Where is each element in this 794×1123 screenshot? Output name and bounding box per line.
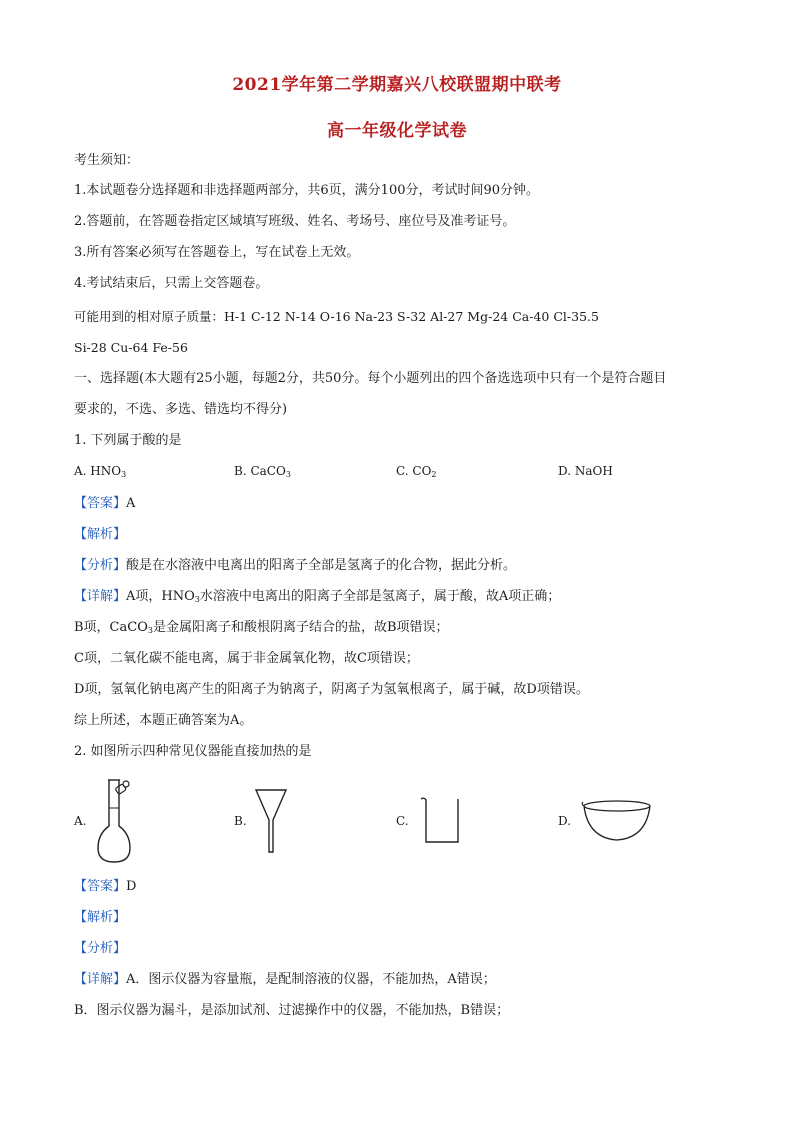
section-heading-line-2: 要求的，不选、多选、错选均不得分) (74, 402, 288, 417)
q2-fenxi-tag: 【分析】 (74, 941, 127, 956)
notice-item-3: 3.所有答案必须写在答题卷上，写在试卷上无效。 (74, 245, 360, 260)
q1-detail-c: C项，二氧化碳不能电离，属于非金属氧化物，故C项错误； (74, 651, 419, 666)
q1-option-c: C. $CO_2$ (396, 464, 437, 479)
funnel-icon (254, 786, 288, 854)
q2-label-b: B. (234, 814, 247, 828)
notice-item-1: 1.本试题卷分选择题和非选择题两部分，共6页，满分100分，考试时间90分钟。 (74, 183, 540, 198)
q1-option-d: D. NaOH (558, 464, 613, 478)
answer-tag: 【答案】 (74, 496, 127, 511)
atomic-masses-line-1: 可能用到的相对原子质量：H-1 C-12 N-14 O-16 Na-23 S-32 Al-27 Mg-24 Ca-40 Cl-35.5 (74, 309, 599, 324)
q2-label-d: D. (558, 814, 572, 828)
notice-item-4: 4.考试结束后，只需上交答题卷。 (74, 276, 269, 291)
exam-subtitle: 高一年级化学试卷 (327, 121, 467, 141)
question-1-stem: 1. 下列属于酸的是 (74, 433, 182, 448)
q1-fenxi: 【分析】酸是在水溶液中电离出的阳离子全部是氢离子的化合物，据此分析。 (74, 558, 517, 573)
atomic-masses-line-2: Si-28 Cu-64 Fe-56 (74, 340, 188, 355)
q1-detail-d: D项，氢氧化钠电离产生的阳离子为钠离子，阴离子为氢氧根离子，属于碱，故D项错误。 (74, 682, 589, 697)
q2-detail-b: B．图示仪器为漏斗，是添加试剂、过滤操作中的仪器，不能加热，B错误； (74, 1003, 510, 1018)
notice-item-2: 2.答题前，在答题卷指定区域填写班级、姓名、考场号、座位号及准考证号。 (74, 214, 516, 229)
q2-label-a: A. (74, 814, 87, 828)
q1-option-b: B. CaCO$_3$ (234, 464, 291, 479)
exam-title: 2021学年第二学期嘉兴八校联盟期中联考 (232, 75, 562, 95)
evaporating-dish-icon (580, 798, 654, 844)
q2-analysis-tag: 【解析】 (74, 910, 127, 925)
q1-analysis-tag: 【解析】 (74, 527, 127, 542)
section-heading-line-1: 一、选择题(本大题有25小题，每题2分，共50分。每个小题列出的四个备选选项中只有一个是符合题目 (74, 371, 667, 386)
beaker-icon (418, 794, 464, 846)
q1-option-a: A. $HNO_3$ (74, 464, 127, 479)
q2-label-c: C. (396, 814, 409, 828)
volumetric-flask-icon (94, 774, 138, 866)
answer-tag: 【答案】 (74, 879, 127, 894)
q1-detail-b: B项，CaCO$_3$是金属阳离子和酸根阴离子结合的盐，故B项错误； (74, 620, 449, 635)
q1-summary: 综上所述，本题正确答案为A。 (74, 713, 253, 728)
notice-heading: 考生须知： (74, 153, 140, 168)
q2-answer (74, 878, 136, 896)
question-2-stem: 2. 如图所示四种常见仪器能直接加热的是 (74, 744, 312, 759)
q2-detail-a: 【详解】A．图示仪器为容量瓶，是配制溶液的仪器，不能加热，A错误； (74, 972, 496, 987)
answer-value: D (126, 879, 137, 894)
answer-value: A (126, 496, 136, 511)
q1-detail-a: 【详解】A项，$HNO_3$水溶液中电离出的阳离子全部是氢离子，属于酸，故A项正确； (74, 589, 561, 604)
q1-answer (74, 495, 135, 513)
